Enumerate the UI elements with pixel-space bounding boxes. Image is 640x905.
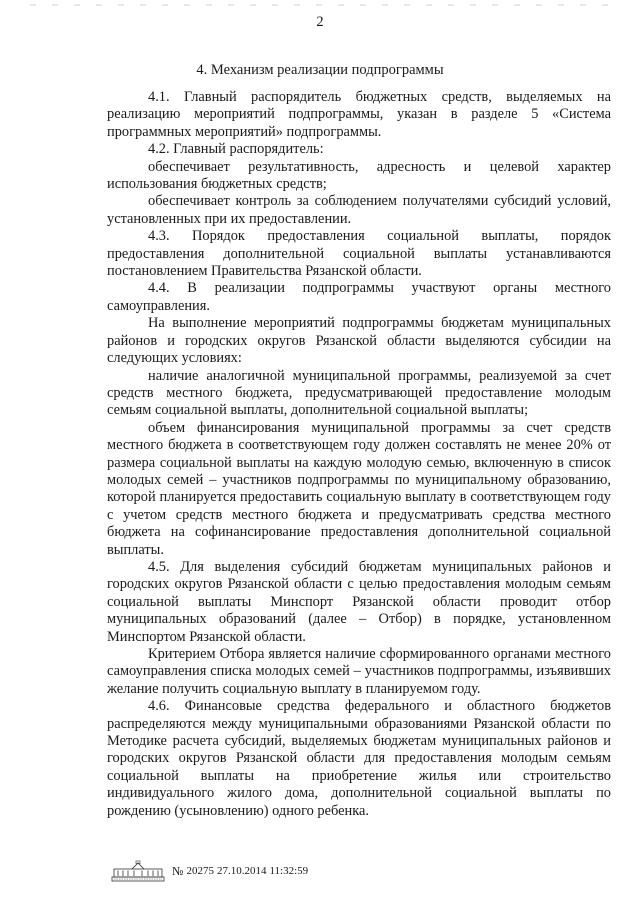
paragraph-4-4-condition-2: объем финансирования муниципальной программы за счет средств местного бюджета в соответствующем году должен составлять не менее 20% от размера социальной выплаты на каждую молодую семью, включенную в список молодых семей – участников подпрограммы по муниципальному образованию, которой планируется предоставить социальную выплату в соответствующем году с учетом средств местного бюджета и предусматривать средства местного бюджета на софинансирование предоставления дополнительной социальной выплаты. [107,419,611,558]
document-stamp-footer [110,859,308,883]
registration-time: 11:32:59 [269,865,309,877]
paragraph-4-2: 4.2. Главный распорядитель: [148,141,324,158]
registration-number: 20275 [186,865,214,877]
government-building-logo-icon [110,860,166,882]
paragraph-4-5-criterion: Критерием Отбора является наличие сформированного органами местного самоуправления списка молодых семей – участников подпрограммы, изъявивших желание получить социальную выплату в планируемом году. [107,646,611,697]
number-sign: № [172,863,184,878]
section-heading: 4. Механизм реализации подпрограммы [196,62,444,78]
paragraph-4-5: 4.5. Для выделения субсидий бюджетам муниципальных районов и городских округов Рязанской области с целью предоставления молодым семьям социальной выплаты Минспорт Рязанской области проводит отбор муниципальных образований (далее – Отбор) в порядке, установленном Минспортом Рязанской области. [107,558,611,645]
scan-artifact-line [30,4,610,6]
paragraph-4-1: 4.1. Главный распорядитель бюджетных средств, выделяемых на реализацию мероприятий подпрограммы, указан в разделе 5 «Система программных мероприятий» подпрограммы. [107,89,611,140]
paragraph-4-3: 4.3. Порядок предоставления социальной выплаты, порядок предоставления дополнительной социальной выплаты устанавливаются постановлением Правительства Рязанской области. [107,228,611,280]
page-number: 2 [316,14,324,30]
document-body [107,89,611,820]
paragraph-4-4-condition-1: наличие аналогичной муниципальной программы, реализуемой за счет средств местного бюджета, предусматривающей предоставление молодым семьям социальной выплаты, дополнительной социальной выплаты; [107,367,611,419]
paragraph-4-2-item-2: обеспечивает контроль за соблюдением получателями субсидий условий, установленных при их предоставлении. [107,193,611,227]
registration-date: 27.10.2014 [216,865,267,877]
paragraph-4-4-subsidies: На выполнение мероприятий подпрограммы бюджетам муниципальных районов и городских округов Рязанской области выделяются субсидии на следующих условиях: [107,315,611,367]
paragraph-4-6: 4.6. Финансовые средства федерального и областного бюджетов распределяются между муниципальными образованиями Рязанской области по Методике расчета субсидий, выделяемых бюджетам муниципальных районов и городских округов Рязанской области для предоставления молодым семьям социальной выплаты на приобретение жилья или строительство индивидуального жилого дома, дополнительной социальной выплаты по рождению (усыновлению) одного ребенка. [107,698,611,819]
paragraph-4-2-item-1: обеспечивает результативность, адресность и целевой характер использования бюджетных средств; [107,158,611,193]
paragraph-4-4: 4.4. В реализации подпрограммы участвуют органы местного самоуправления. [107,280,611,314]
registration-stamp [172,864,308,879]
